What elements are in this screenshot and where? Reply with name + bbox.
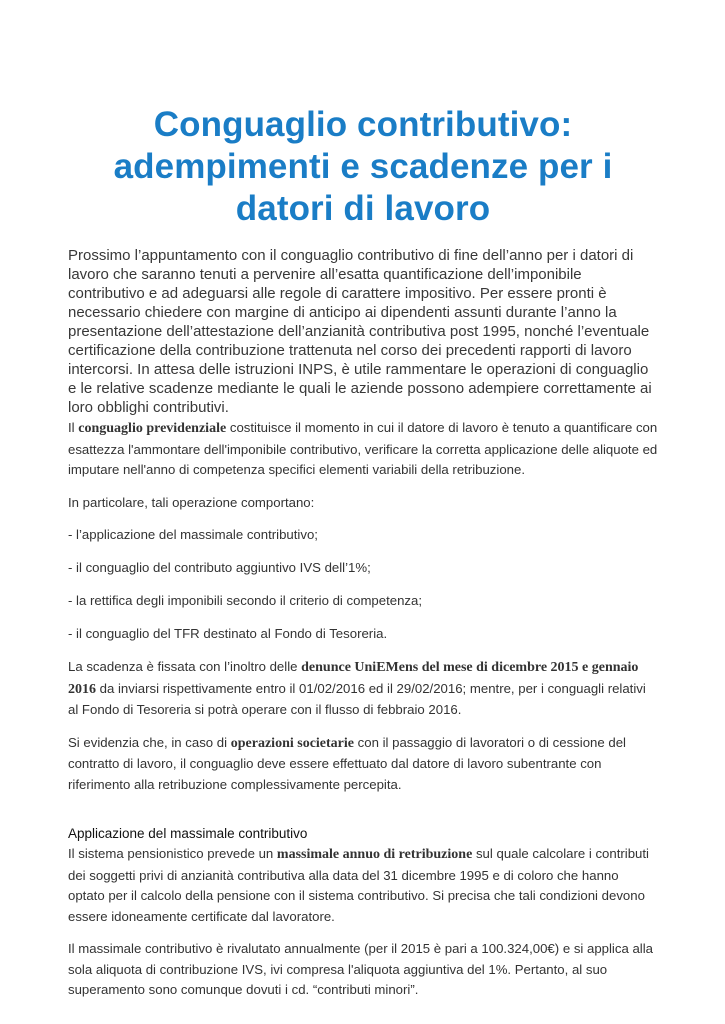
paragraph-text: La scadenza è fissata con l’inoltro delle xyxy=(68,659,302,674)
document-page xyxy=(68,104,658,1013)
paragraph-text: costituisce il momento in cui il datore di lavoro è tenuto a quantificare con esattezza l'ammontare dell'imponibile contributivo, verificare la corretta applicazione delle aliquote ed imputare nell'anno di competenza specifici elementi variabili della retribuzione. xyxy=(68,420,658,477)
paragraph-scadenza xyxy=(68,657,658,721)
paragraph-massimale xyxy=(68,844,658,927)
paragraph-text: Il sistema pensionistico prevede un xyxy=(68,846,277,861)
bold-term: conguaglio previdenziale xyxy=(78,421,227,436)
list-item: - il conguaglio del contributo aggiuntivo IVS dell’1%; xyxy=(68,560,371,575)
list-item: - la rettifica degli imponibili secondo il criterio di competenza; xyxy=(68,593,423,608)
paragraph-rivalutazione: Il massimale contributivo è rivalutato annualmente (per il 2015 è pari a 100.324,00€) e si applica alla sola aliquota di contribuzione IVS, ivi compresa l'aliquota aggiuntiva del 1%. Pertanto, al suo superamento sono comunque dovuti i cd. “contributi minori”. xyxy=(68,941,653,997)
list-item: - l’applicazione del massimale contributivo; xyxy=(68,527,318,542)
page-title: Conguaglio contributivo: adempimenti e scadenze per i datori di lavoro xyxy=(113,105,613,228)
paragraph-operazioni-societarie xyxy=(68,733,658,796)
paragraph-conguaglio-previdenziale xyxy=(68,418,658,481)
paragraph-text: Si evidenzia che, in caso di xyxy=(68,734,231,750)
section-heading: Applicazione del massimale contributivo xyxy=(68,826,308,841)
paragraph-text: con il passaggio di lavoratori o di cessione del contratto di lavoro, il conguaglio deve essere effettuato dal datore di lavoro subentrante con riferimento alla retribuzione complessivamente percepita. xyxy=(68,734,626,792)
bold-term: massimale annuo di retribuzione xyxy=(276,847,473,862)
paragraph-operazioni: In particolare, tali operazione comportano: xyxy=(68,494,315,510)
paragraph-text: sul quale calcolare i contributi dei soggetti privi di anzianità contributiva alla data del 31 dicembre 1995 e di coloro che hanno optato per il calcolo della pensione con il sistema contributivo. Si precisa che tali condizioni devono essere idoneamente certificate dal lavoratore. xyxy=(68,846,649,924)
bold-term: operazioni societarie xyxy=(230,735,354,751)
intro-paragraph: Prossimo l’appuntamento con il conguaglio contributivo di fine dell’anno per i datori di lavoro che saranno tenuti a pervenire all’esatta quantificazione dell’imponibile contributivo e ad adeguarsi alle regole di carattere impositivo. Per essere pronti è necessario chiedere con margine di anticipo ai dipendenti assunti durante l’anno la presentazione dell’attestazione dell’anzianità contributiva post 1995, nonché l’eventuale certificazione della contribuzione trattenuta nel corso dei precedenti rapporti di lavoro intercorsi. In attesa delle istruzioni INPS, è utile rammentare le operazioni di conguaglio e le relative scadenze mediante le quali le aziende possono adempiere correttamente ai loro obblighi contributivi. xyxy=(68,247,652,416)
list-item: - il conguaglio del TFR destinato al Fondo di Tesoreria. xyxy=(68,626,388,641)
paragraph-text: Il xyxy=(68,420,79,435)
paragraph-text: da inviarsi rispettivamente entro il 01/02/2016 ed il 29/02/2016; mentre, per i conguagli relativi al Fondo di Tesoreria si potrà operare con il flusso di febbraio 2016. xyxy=(68,680,646,717)
bold-term: denunce UniEMens del mese di dicembre 2015 e gennaio 2016 xyxy=(68,660,639,697)
